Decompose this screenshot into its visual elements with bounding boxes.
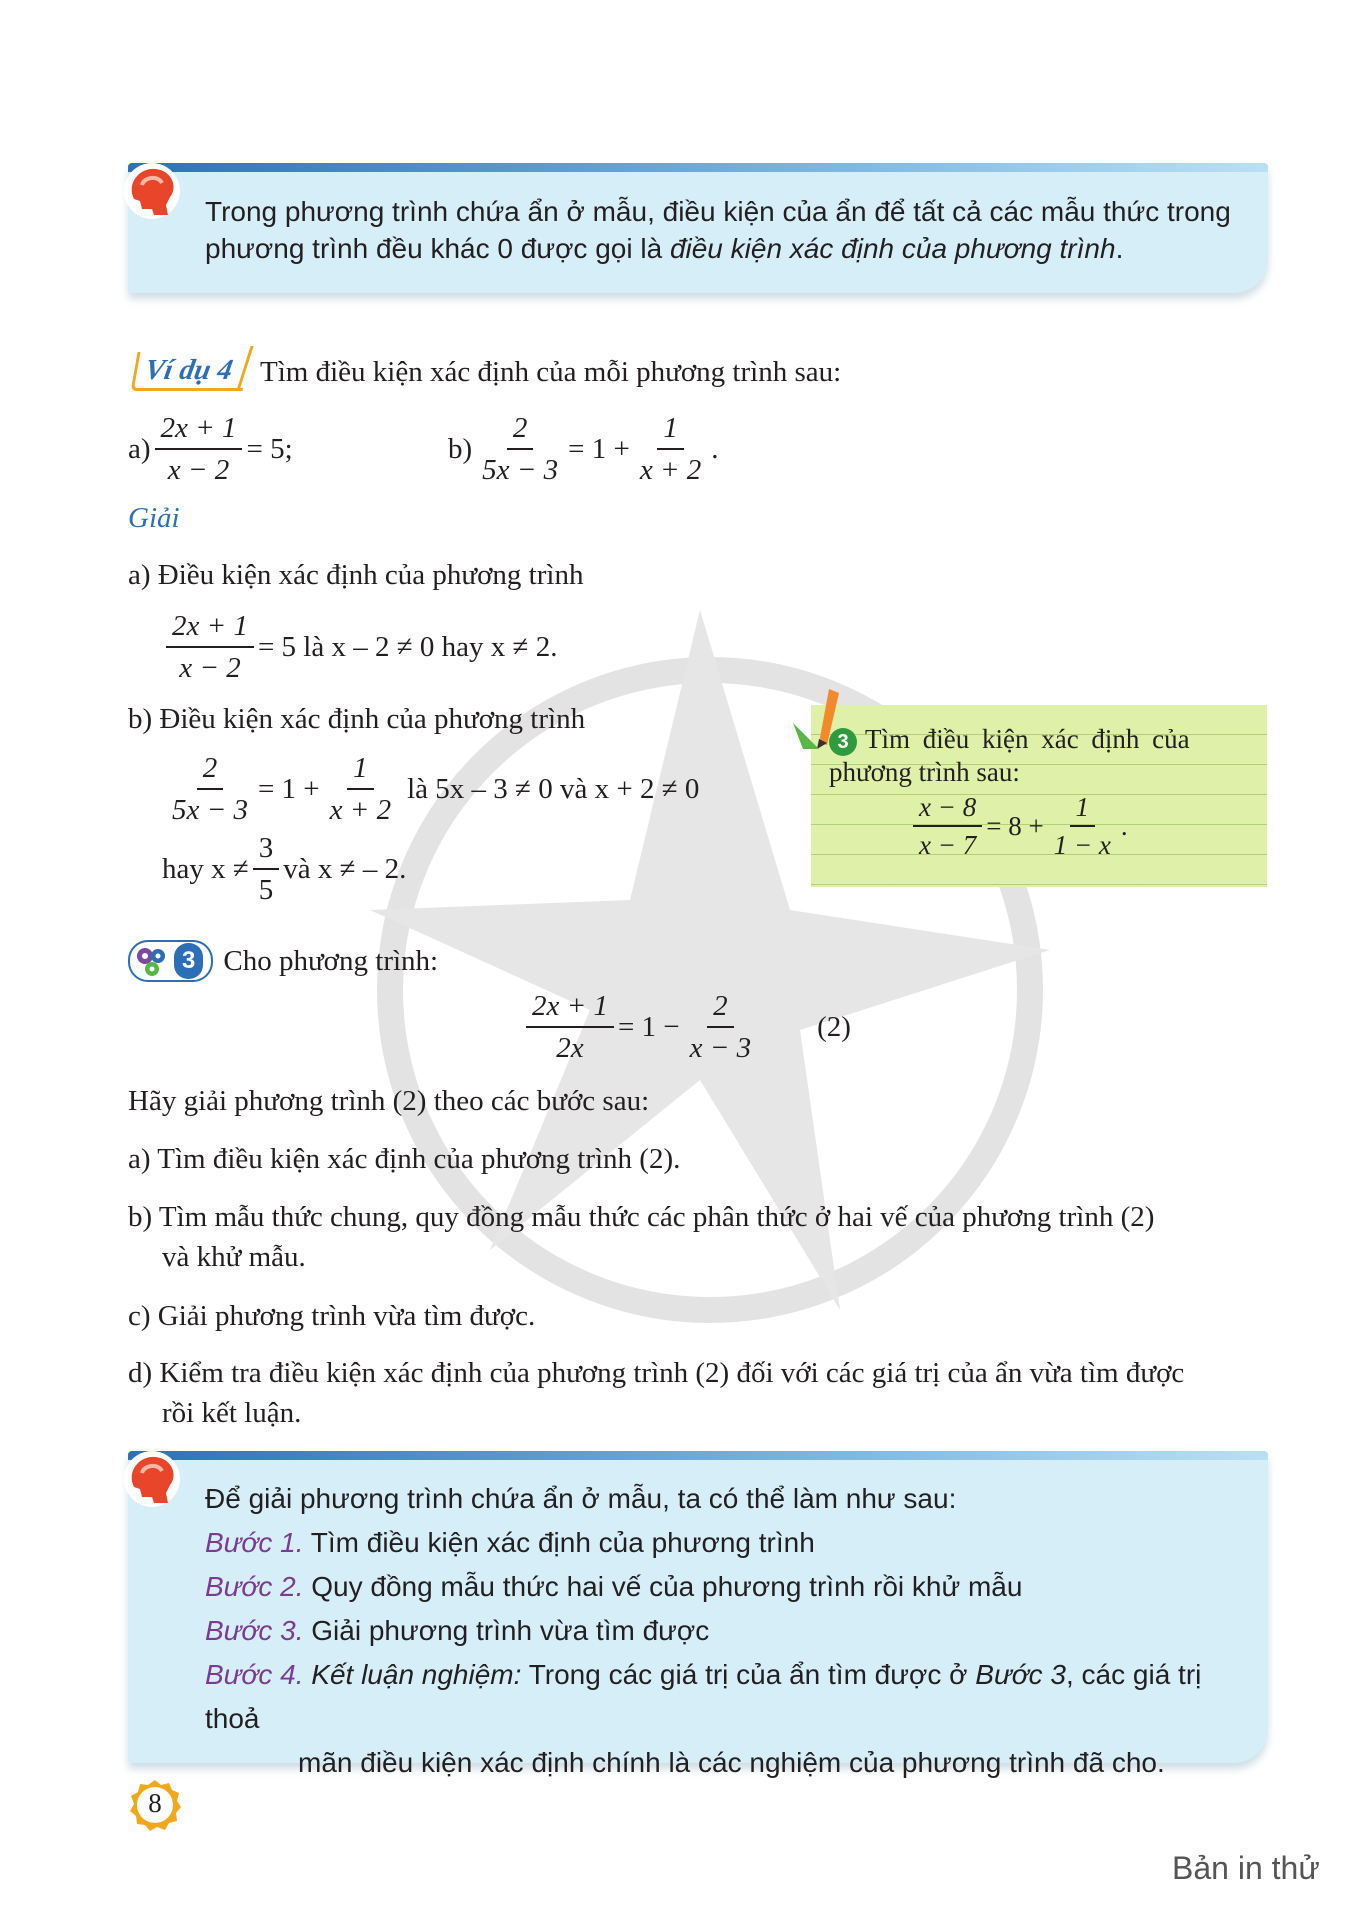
activity-instruction: Hãy giải phương trình (2) theo các bước sau:	[128, 1085, 650, 1117]
activity-step-c: c) Giải phương trình vừa tìm được.	[128, 1300, 536, 1332]
note2-intro: Để giải phương trình chứa ẩn ở mẫu, ta có thể làm như sau:	[205, 1483, 957, 1514]
page-number-badge	[128, 1778, 182, 1832]
example-heading	[134, 352, 841, 391]
activity-intro: Cho phương trình:	[223, 945, 439, 977]
note1-line2: phương trình đều khác 0 được gọi là điều kiện xác định của phương trình.	[205, 233, 1124, 264]
solution-a-text: a) Điều kiện xác định của phương trình	[128, 559, 584, 591]
page-number: 8	[148, 1788, 162, 1818]
solution-b-text: b) Điều kiện xác định của phương trình	[128, 703, 586, 735]
note2-step4-cont: mãn điều kiện xác định chính là các nghiệm của phương trình đã cho.	[298, 1747, 1165, 1778]
activity-heading	[128, 940, 438, 982]
example-equation-b: b) $\frac{2}{5x - 3}$ = 1 + $\frac{1}{x + 2}$ .	[448, 412, 719, 486]
example-equation-a: a) $\frac{2x + 1}{x - 2}$ = 5;	[128, 412, 293, 486]
method-note	[128, 1451, 1268, 1778]
note2-step3: Bước 3. Giải phương trình vừa tìm được	[205, 1615, 710, 1646]
example-badge: Ví dụ 4	[131, 352, 250, 391]
activity-step-a: a) Tìm điều kiện xác định của phương trình (2).	[128, 1143, 681, 1175]
practice-number: 3	[829, 728, 857, 756]
practice-line2: phương trình sau:	[829, 757, 1020, 787]
note2-step4: Bước 4. Kết luận nghiệm: Trong các giá trị của ẩn tìm được ở Bước 3, các giá trị thoả	[205, 1659, 1202, 1734]
activity-badge: 3	[128, 940, 213, 982]
activity-equation: $\frac{2x + 1}{2x}$ = 1 − $\frac{2}{x - 3}$ (2)	[522, 990, 851, 1064]
note1-line1: Trong phương trình chứa ẩn ở mẫu, điều kiện của ẩn để tất cả các mẫu thức trong	[205, 196, 1231, 227]
activity-step-b: b) Tìm mẫu thức chung, quy đồng mẫu thức các phân thức ở hai vế của phương trình (2) và khử mẫu.	[128, 1201, 1155, 1273]
activity-step-d: d) Kiểm tra điều kiện xác định của phương trình (2) đối với các giá trị của ẩn vừa tìm được rồi kết luận.	[128, 1357, 1185, 1429]
head-idea-icon	[120, 161, 184, 225]
practice-line1: 3 Tìm điều kiện xác định của	[829, 723, 1249, 756]
head-idea-icon	[120, 1449, 184, 1513]
practice-equation: $\frac{x - 8}{x - 7}$ = 8 + $\frac{1}{1 - x}$ .	[909, 793, 1128, 859]
gears-icon	[134, 944, 170, 978]
note2-step2: Bước 2. Quy đồng mẫu thức hai vế của phương trình rồi khử mẫu	[205, 1571, 1023, 1602]
note2-step1: Bước 1. Tìm điều kiện xác định của phương trình	[205, 1527, 815, 1558]
solution-b-result: hay x ≠ $\frac{3}{5}$ và x ≠ – 2.	[162, 832, 407, 906]
solution-a-equation: $\frac{2x + 1}{x - 2}$ = 5 là x – 2 ≠ 0 hay x ≠ 2.	[162, 610, 557, 684]
solution-b-equation: $\frac{2}{5x - 3}$ = 1 + $\frac{1}{x + 2}$ là 5x – 3 ≠ 0 và x + 2 ≠ 0	[172, 752, 700, 826]
practice-box	[811, 705, 1267, 887]
example-prompt: Tìm điều kiện xác định của mỗi phương trình sau:	[260, 355, 842, 388]
solution-label: Giải	[128, 502, 180, 534]
equation-tag: (2)	[817, 1011, 851, 1043]
definition-note	[128, 163, 1268, 293]
draft-label: Bản in thử	[1172, 1850, 1320, 1886]
